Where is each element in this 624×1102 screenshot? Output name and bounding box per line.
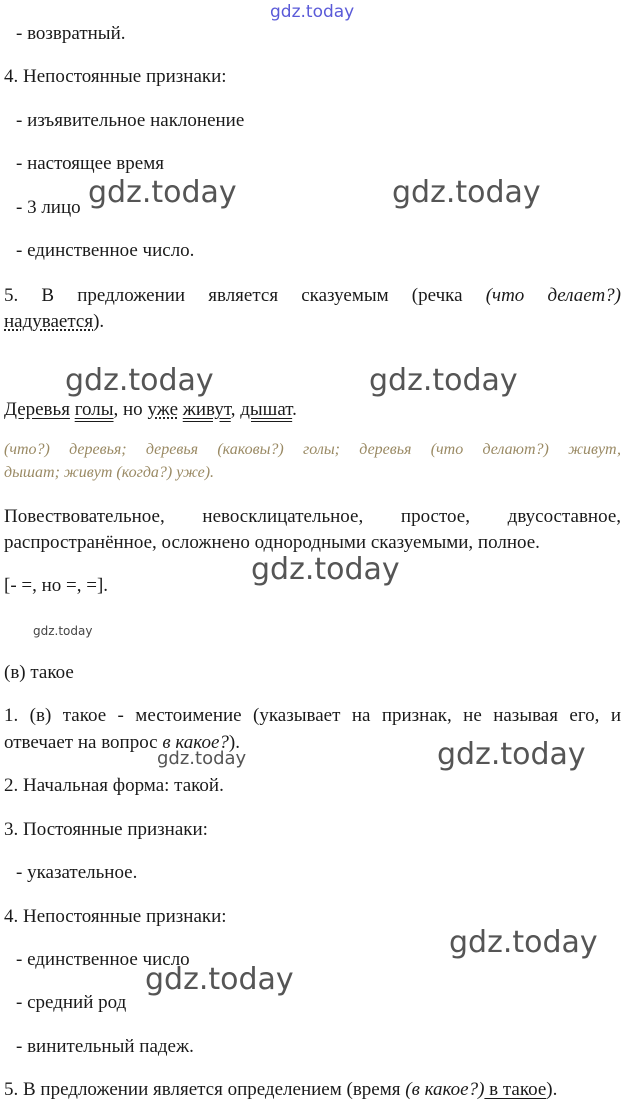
note-line: дышат; живут (когда?) уже).: [4, 464, 215, 481]
watermark: gdz.today: [251, 552, 400, 587]
text-line: - единственное число: [16, 949, 190, 970]
note-line: (что?) деревья; деревья (каковы?) голы; деревья (что делают?) живут,: [4, 441, 621, 458]
text-fragment: ).: [93, 311, 105, 332]
text-line: 2. Начальная форма: такой.: [4, 775, 224, 796]
section-heading: 3. Постоянные признаки:: [4, 819, 208, 840]
text-line: - указательное.: [16, 862, 138, 883]
question-text: (что делает?): [485, 285, 622, 306]
text-line: - настоящее время: [16, 153, 164, 174]
watermark: gdz.today: [369, 363, 518, 398]
text-line: - единственное число.: [16, 240, 195, 261]
predicate-word: голы: [74, 399, 114, 420]
text-fragment: отвечает на вопрос: [4, 732, 163, 753]
sentence-line: [4, 398, 297, 422]
text-line: - возвратный.: [16, 23, 126, 44]
watermark: gdz.today: [88, 175, 237, 210]
watermark: gdz.today: [437, 737, 586, 772]
text-fragment: 5. В предложении является определением (время: [4, 1079, 406, 1100]
text-line: Повествовательное, невосклицательное, простое, двусоставное,: [4, 506, 621, 527]
watermark: gdz.today: [157, 748, 247, 769]
text-line: - средний род: [16, 992, 127, 1013]
watermark: gdz.today: [270, 2, 355, 22]
subject-word: Деревья: [4, 399, 70, 420]
text-line: 1. (в) такое - местоимение (указывает на признак, не называя его, и: [4, 705, 621, 726]
text-fragment: 5. В предложении является сказуемым (речка: [4, 285, 463, 306]
section-heading: 4. Непостоянные признаки:: [4, 66, 227, 87]
section-heading: (в) такое: [4, 662, 74, 683]
question-text: (в какое?): [405, 1079, 485, 1100]
text-line: [4, 310, 104, 334]
text-line: [4, 1078, 557, 1102]
attribute-word: в такое: [484, 1079, 547, 1100]
watermark: gdz.today: [145, 962, 294, 997]
text-fragment: ).: [546, 1079, 558, 1100]
watermark: gdz.today: [33, 624, 93, 638]
predicate-word: дышат: [240, 399, 293, 420]
text-line: [4, 284, 621, 308]
adverbial-word: уже: [147, 399, 178, 420]
watermark: gdz.today: [449, 925, 598, 960]
text-line: - 3 лицо: [16, 197, 81, 218]
watermark: gdz.today: [65, 363, 214, 398]
text-fragment: .: [292, 399, 297, 420]
text-line: распространённое, осложнено однородными сказуемыми, полное.: [4, 532, 540, 553]
text-fragment: , но: [113, 399, 148, 420]
text-line: - изъявительное наклонение: [16, 110, 245, 131]
question-text: в какое?: [162, 732, 229, 753]
text-fragment: ).: [228, 732, 240, 753]
text-line: - винительный падеж.: [16, 1036, 194, 1057]
text-fragment: ,: [230, 399, 241, 420]
section-heading: 4. Непостоянные признаки:: [4, 906, 227, 927]
scheme-line: [- =, но =, =].: [4, 575, 109, 596]
predicate-word: живут: [182, 399, 231, 420]
predicate-word: надувается: [4, 311, 94, 332]
watermark: gdz.today: [392, 175, 541, 210]
